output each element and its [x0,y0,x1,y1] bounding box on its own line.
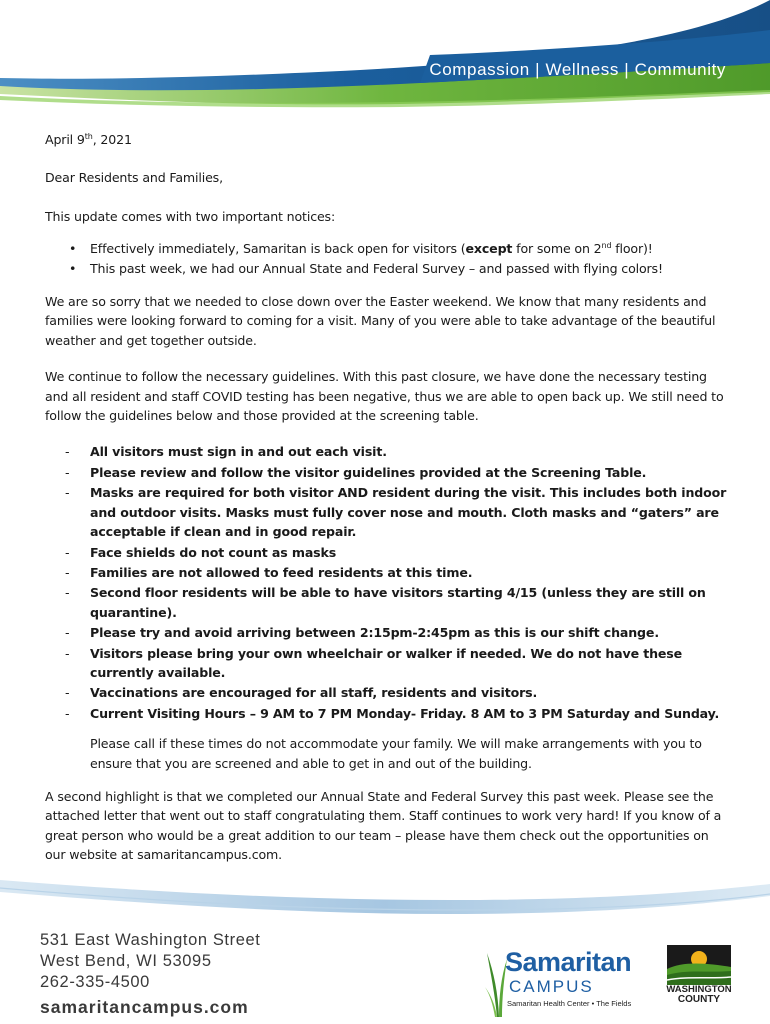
guideline-item [45,463,727,482]
bullet-icon: • [69,260,77,276]
dash-icon: - [65,485,70,501]
address-street: 531 East Washington Street [40,931,261,949]
footer-address [40,930,260,1018]
dash-icon: - [65,705,70,721]
dash-icon: - [65,464,70,480]
guideline-item [45,543,727,562]
dash-icon: - [65,585,70,601]
guideline-text: Second floor residents will be able to have visitors starting 4/15 (unless they are still on quarantine). [90,585,706,620]
letter-greeting: Dear Residents and Families, [45,170,223,186]
washington-county-logo [663,945,735,1020]
dash-icon: - [65,564,70,580]
paragraph-guidelines-intro: We continue to follow the necessary guidelines. With this past closure, we have done the necessary testing and all resident and staff COVID testing has been negative, thus we are able to open back up. We still need to follow the guidelines below and those provided at the screening table. [45,369,724,424]
paragraph-easter: We are so sorry that we needed to close down over the Easter weekend. We know that many residents and families were looking forward to coming for a visit. Many of you were able to take advantage of the beautiful weather and get together outside. [45,294,716,348]
guideline-item [45,583,727,622]
logo-subtitle: Samaritan Health Center • The Fields [507,999,632,1008]
address-phone: 262-335-4500 [40,973,150,991]
logo-campus: CAMPUS [509,977,594,996]
footer-wave [0,862,770,922]
guideline-item [45,644,727,683]
county-landscape-icon [667,945,731,985]
samaritan-campus-logo [485,945,640,1015]
county-line-1: WASHINGTON [666,984,732,995]
notice-text: This past week, we had our Annual State and Federal Survey – and passed with flying colors! [90,260,663,276]
header-tagline: Compassion | Wellness | Community [429,60,726,79]
guideline-item [45,623,727,642]
date-text: April 9 [45,132,85,147]
dash-icon: - [65,444,70,460]
date-year: , 2021 [92,132,132,147]
logo-name: Samaritan [505,947,632,977]
guideline-text: Visitors please bring your own wheelchair or walker if needed. We do not have these currently available. [90,645,683,680]
guideline-item [45,563,727,582]
call-note: Please call if these times do not accommodate your family. We will make arrangements with you to ensure that you are screened and able to get in and out of the building. [90,736,702,771]
county-line-2: COUNTY [677,994,721,1005]
header-banner [0,0,770,110]
notice-text: Effectively immediately, Samaritan is back open for visitors ( [90,241,466,257]
guideline-text: Current Visiting Hours – 9 AM to 7 PM Monday- Friday. 8 AM to 3 PM Saturday and Sunday. [90,705,720,721]
date-superscript: th [84,131,93,141]
guideline-text: All visitors must sign in and out each visit. [90,444,387,460]
guideline-text: Families are not allowed to feed residents at this time. [90,564,473,580]
guideline-item [45,483,727,541]
address-city: West Bend, WI 53095 [40,952,212,970]
guideline-item [45,442,727,461]
notice-item [45,259,727,278]
bullet-icon: • [69,241,77,257]
paragraph-closing: A second highlight is that we completed our Annual State and Federal Survey this past week. Please see the attached letter that went out to staff congratulating them. Staff continues to work very hard! If you know of a great person who would be a great addition to our team – please have them check out the opportunities on our website at samaritancampus.com. [45,788,722,863]
dash-icon: - [65,645,70,661]
notice-text: floor)! [611,241,653,257]
guideline-text: Masks are required for both visitor AND resident during the visit. This includes both indoor and outdoor visits. Masks must fully cover nose and mouth. Cloth masks and “gaters” are acceptable if clean and in good repair. [90,485,727,540]
guideline-text: Vaccinations are encouraged for all staff, residents and visitors. [90,685,538,701]
guidelines-list [45,442,727,723]
notice-item [45,239,727,258]
notice-text: for some on 2 [512,241,602,257]
dash-icon: - [65,544,70,560]
notice-superscript: nd [601,241,612,251]
letter-intro: This update comes with two important notices: [45,208,336,224]
guideline-text: Face shields do not count as masks [90,544,337,560]
notices-list [45,239,727,278]
guideline-text: Please review and follow the visitor guidelines provided at the Screening Table. [90,464,647,480]
guideline-item [45,683,727,702]
letter-body [45,130,727,865]
letter-date [45,130,727,149]
guideline-text: Please try and avoid arriving between 2:15pm-2:45pm as this is our shift change. [90,625,659,641]
dash-icon: - [65,625,70,641]
notice-emphasis: except [465,241,513,257]
county-text [663,985,735,1005]
guideline-item [45,704,727,723]
website-link[interactable]: samaritancampus.com [40,997,249,1017]
dash-icon: - [65,685,70,701]
